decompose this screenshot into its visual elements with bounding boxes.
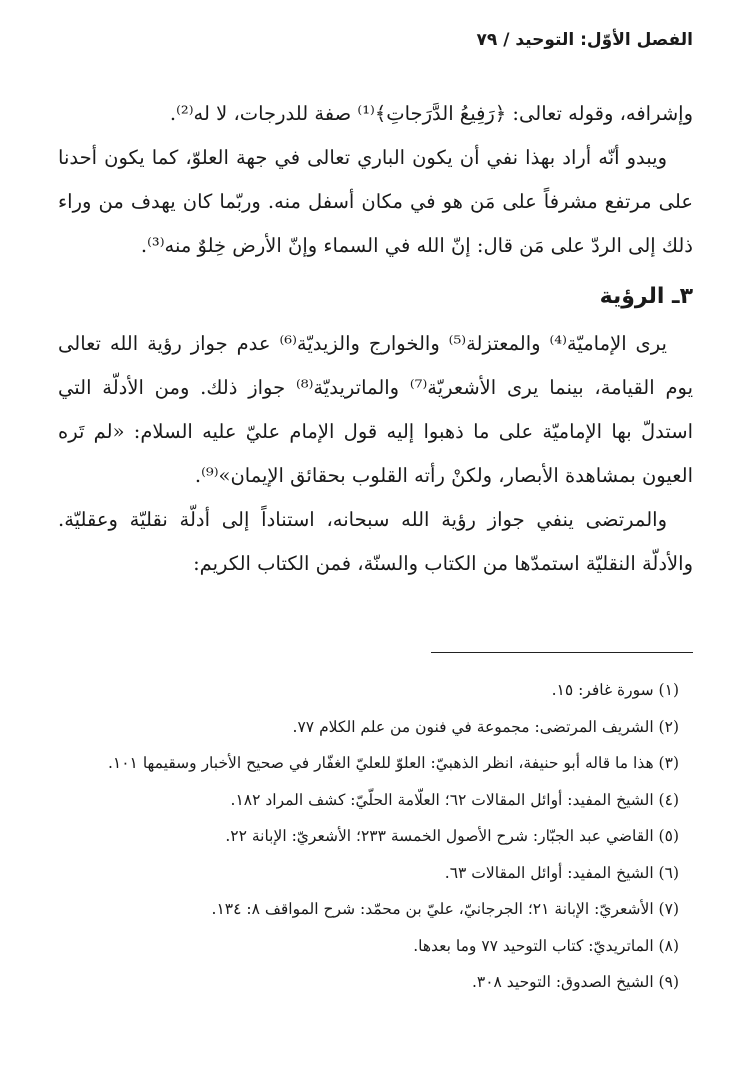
- footnotes: [58, 672, 679, 1001]
- footnote-separator: [431, 652, 693, 653]
- footnote: (٤) الشيخ المفيد: أوائل المقالات ٦٢؛ العلّامة الحلّيّ: كشف المراد ١٨٢.: [230, 790, 679, 809]
- footnote: (٥) القاضي عبد الجبّار: شرح الأصول الخمسة ٢٣٣؛ الأشعريّ: الإبانة ٢٢.: [225, 827, 679, 845]
- running-header: الفصل الأوّل: التوحيد / ٧٩: [476, 30, 693, 50]
- footnote: (٦) الشيخ المفيد: أوائل المقالات ٦٣.: [444, 863, 679, 882]
- footnote: (٩) الشيخ الصدوق: التوحيد ٣٠٨.: [471, 973, 679, 991]
- section-heading: ٣ـ الرؤية: [599, 284, 693, 309]
- footnote: (٣) هذا ما قاله أبو حنيفة، انظر الذهبيّ: العلوّ للعليّ الغفّار في صحيح الأخبار وسقيمها ١٠١.: [107, 754, 679, 772]
- paragraph: وإشرافه، وقوله تعالى: ﴿رَفِيعُ الدَّرَجاتِ﴾⁽¹⁾ صفة للدرجات، لا له⁽²⁾.: [169, 102, 693, 125]
- footnote: (٧) الأشعريّ: الإبانة ٢١؛ الجرجانيّ، عليّ بن محمّد: شرح المواقف ٨: ١٣٤.: [211, 900, 679, 918]
- footnote: (٢) الشريف المرتضى: مجموعة في فنون من علم الكلام ٧٧.: [292, 717, 679, 736]
- paragraph: ويبدو أنّه أراد بهذا نفي أن يكون الباري تعالى في جهة العلوّ، كما يكون أحدنا على مرتفع مشرفاً على مَن هو في مكان أسفل منه. وربّما كان يهدف من وراء ذلك إلى الردّ على مَن قال: إنّ الله في السماء وإنّ الأرض خِلوٌ منه⁽³⁾.: [58, 146, 693, 257]
- paragraph: يرى الإماميّة⁽⁴⁾ والمعتزلة⁽⁵⁾ والخوارج والزيديّة⁽⁶⁾ عدم جواز رؤية الله تعالى يوم القيامة، بينما يرى الأشعريّة⁽⁷⁾ والماتريديّة⁽⁸⁾ جواز ذلك. ومن الأدلّة التي استدلّ بها الإماميّة على ما ذهبوا إليه قول الإمام عليّ عليه السلام: «لم تَره العيون بمشاهدة الأبصار، ولكنْ رأته القلوب بحقائق الإيمان»⁽⁹⁾.: [58, 332, 694, 487]
- footnote: (٨) الماتريديّ: كتاب التوحيد ٧٧ وما بعدها.: [413, 936, 679, 955]
- main-text: [58, 92, 693, 586]
- footnote: (١) سورة غافر: ١٥.: [551, 681, 679, 699]
- paragraph: والمرتضى ينفي جواز رؤية الله سبحانه، استناداً إلى أدلّة نقليّة وعقليّة. والأدلّة النقليّة استمدّها من الكتاب والسنّة، فمن الكتاب الكريم:: [58, 508, 693, 575]
